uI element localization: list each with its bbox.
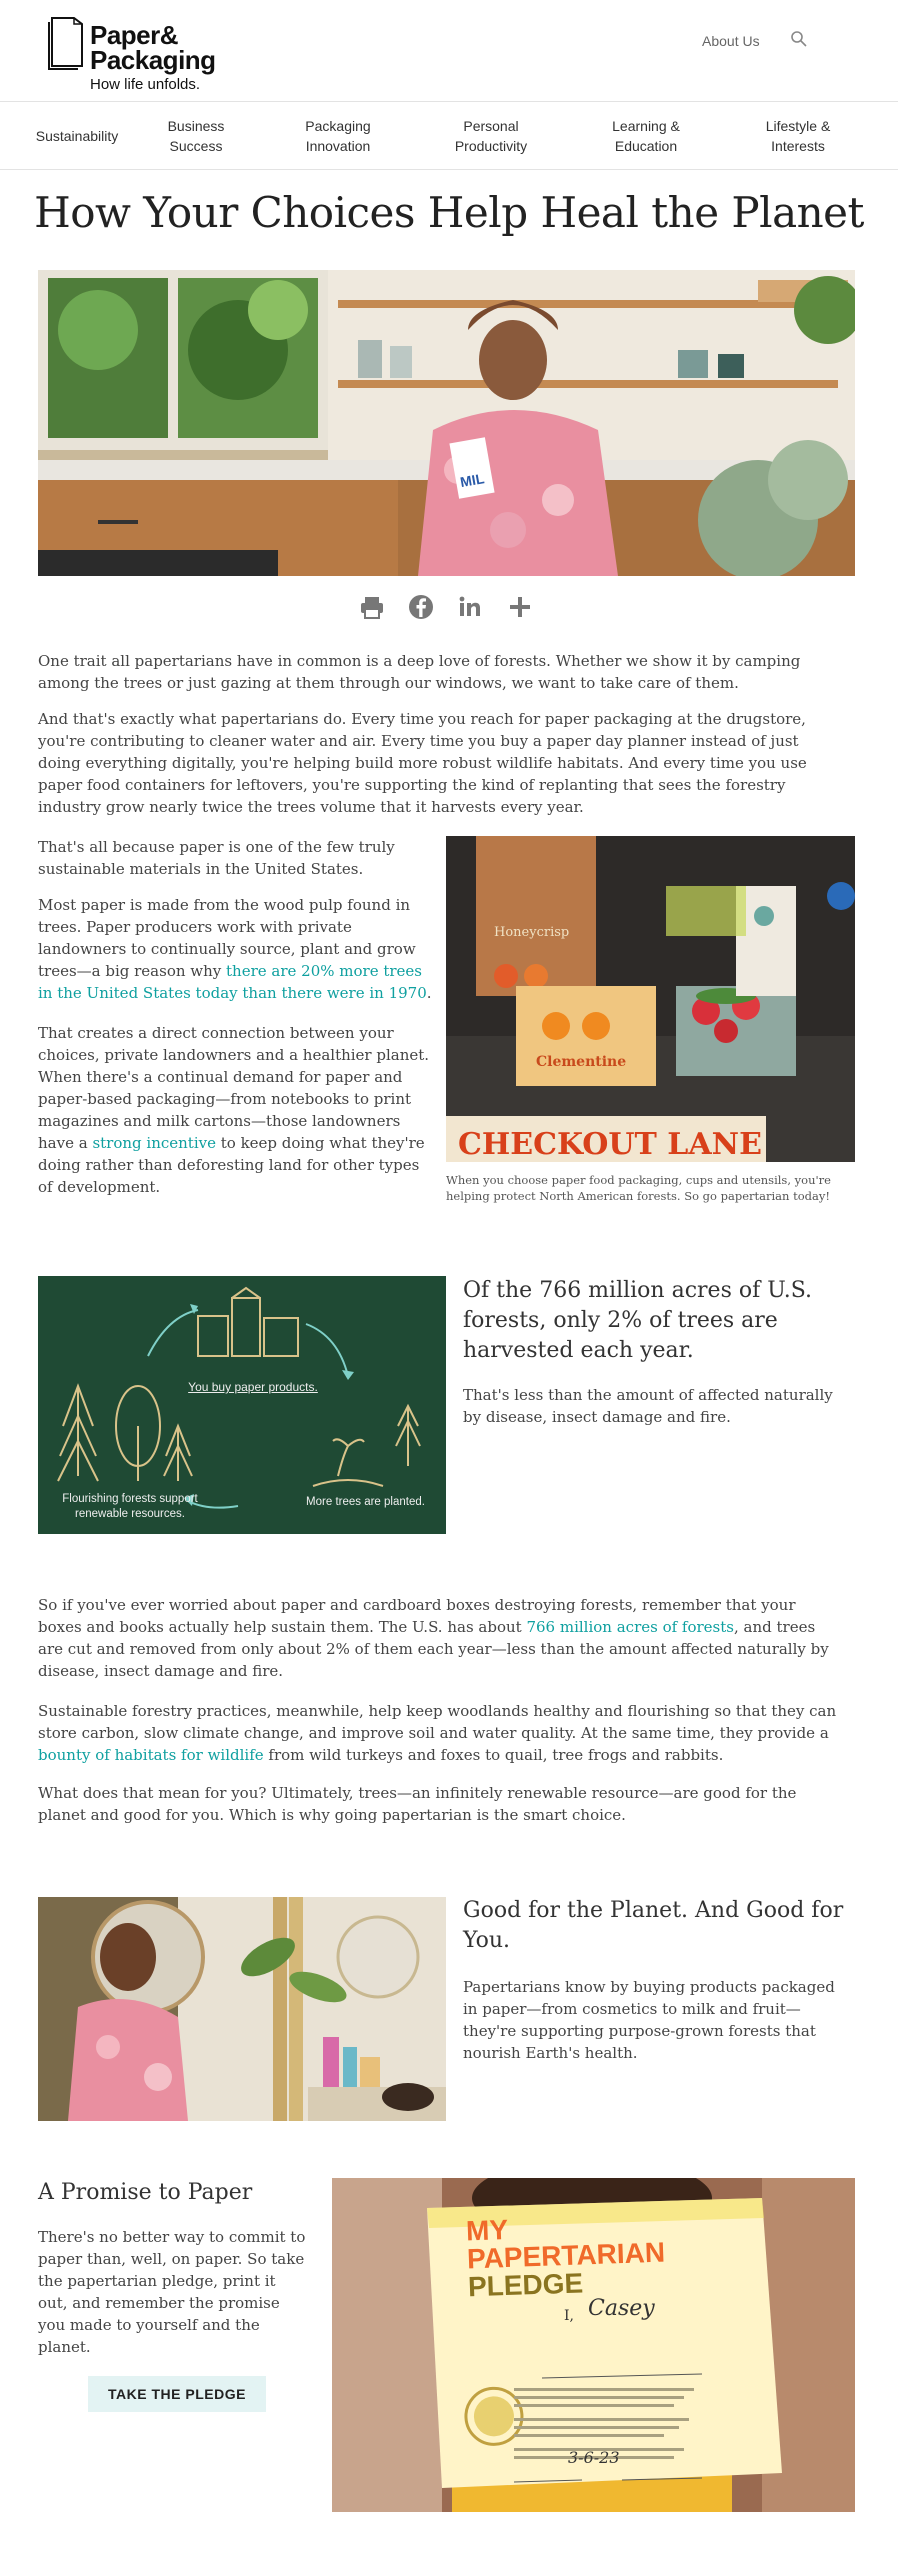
column-paragraph-1: That's all because paper is one of the few truly sustainable materials in the United States.	[38, 838, 395, 878]
infographic-left-label: Flourishing forests support renewable resources.	[62, 1493, 198, 1520]
promise-body: There's no better way to commit to paper than, well, on paper. So take the papertarian pledge, print it out, and remember the promise you made to yourself and the planet.	[38, 2228, 306, 2356]
pledge-card-title: MY PAPERTARIAN PLEDGE	[465, 2214, 666, 2303]
linkedin-icon[interactable]	[455, 592, 485, 622]
brand-tagline: How life unfolds.	[90, 76, 201, 93]
intro-paragraph-1: One trait all papertarians have in common is a deep love of forests. Whether we show it by camping among the trees or just gazing at them through our windows, we want to take care of them.	[38, 652, 801, 692]
site-header	[0, 0, 898, 102]
promise-heading: A Promise to Paper	[38, 2180, 253, 2205]
main-nav	[0, 102, 898, 170]
nav-item-personal-productivity[interactable]: Personal Productivity	[454, 118, 528, 154]
body-paragraph-3: What does that mean for you? Ultimately, trees—an infinitely renewable resource—are good for the planet and good for you. Which is why going papertarian is the smart choice.	[38, 1784, 797, 1824]
pledge-card-image	[332, 2178, 855, 2512]
brand-name-line2: Packaging	[90, 45, 216, 75]
nav-item-lifestyle-interests[interactable]: Lifestyle & Interests	[765, 118, 831, 154]
brand-logo[interactable]	[46, 14, 236, 94]
checkout-image-caption: When you choose paper food packaging, cups and utensils, you're helping protect North American forests. So go papertarian today!	[446, 1173, 831, 1203]
pledge-name-prefix: I,	[564, 2308, 574, 2324]
pledge-signed-name: Casey	[588, 2296, 655, 2321]
nav-item-business-success[interactable]: Business Success	[167, 118, 225, 154]
body-paragraph-2: Sustainable forestry practices, meanwhile, help keep woodlands healthy and flourishing so that they can store carbon, slow climate change, and improve soil and water quality. At the same time, they provide a bounty of habitats for wildlife from wild turkeys and foxes to quail, tree frogs and rabbits.	[38, 1702, 837, 1764]
brand-name-line1: Paper&	[90, 20, 179, 50]
stat-body: That's less than the amount of affected naturally by disease, insect damage and fire.	[463, 1386, 833, 1426]
produce-label-clementine: Clementine	[536, 1054, 627, 1070]
intro-paragraph-2: And that's exactly what papertarians do. Every time you reach for paper packaging at the drugstore, you're contributing to cleaner water and air. Every time you buy a paper day planner instead of just doing everything digitally, you're helping build more robust wildlife habitats. And every time you use paper food containers for leftovers, you're supporting the kind of replanting that sees the forestry industry grow nearly twice the trees volume that it harvests every year.	[38, 710, 807, 816]
column-paragraph-2: Most paper is made from the wood pulp found in trees. Paper producers work with private landowners to continually source, plant and grow trees—a big reason why there are 20% more trees in the United States today than there were in 1970.	[38, 896, 432, 1002]
forest-acres-link[interactable]: 766 million acres of forests	[526, 1618, 734, 1636]
hero-image-kitchen	[38, 270, 855, 576]
good-for-planet-body: Papertarians know by buying products packaged in paper—from cosmetics to milk and fruit—they're supporting purpose-grown forests that nourish Earth's health.	[463, 1978, 835, 2062]
wildlife-habitats-link[interactable]: bounty of habitats for wildlife	[38, 1746, 264, 1764]
print-icon[interactable]	[357, 592, 387, 622]
checkout-lane-sign: CHECKOUT LANE	[458, 1127, 762, 1162]
nav-item-sustainability[interactable]: Sustainability	[35, 128, 119, 144]
infographic-right-label: More trees are planted.	[306, 1496, 425, 1508]
forest-cycle-infographic	[38, 1276, 446, 1534]
page-title: How Your Choices Help Heal the Planet	[34, 188, 864, 237]
body-paragraph-1: So if you've ever worried about paper and cardboard boxes destroying forests, remember that your boxes and books actually help sustain them. The U.S. has about 766 million acres of forests, and trees are cut and removed from only about 2% of them each year—less than the amount affected naturally by disease, insect damage and fire.	[38, 1596, 829, 1680]
trees-statistic-link[interactable]: there are 20% more trees in the United States today than there were in 1970	[38, 962, 427, 1002]
strong-incentive-link[interactable]: strong incentive	[92, 1134, 216, 1152]
paper-stack-icon	[46, 14, 86, 70]
facebook-icon[interactable]	[406, 592, 436, 622]
pledge-date: 3-6-23	[568, 2448, 620, 2467]
stat-heading: Of the 766 million acres of U.S. forests, only 2% of trees are harvested each year.	[463, 1278, 813, 1363]
produce-label-honeycrisp: Honeycrisp	[494, 925, 570, 940]
checkout-lane-image	[446, 836, 855, 1162]
search-icon[interactable]	[790, 30, 808, 48]
good-for-planet-heading: Good for the Planet. And Good for You.	[463, 1898, 844, 1953]
nav-item-packaging-innovation[interactable]: Packaging Innovation	[305, 118, 371, 154]
svg-text:MIL: MIL	[458, 470, 486, 491]
infographic-center-label: You buy paper products.	[188, 1380, 318, 1394]
nav-item-learning-education[interactable]: Learning & Education	[612, 118, 680, 154]
take-the-pledge-button[interactable]: TAKE THE PLEDGE	[88, 2376, 266, 2412]
about-us-link[interactable]: About Us	[702, 33, 760, 49]
woman-mirror-image	[38, 1897, 446, 2121]
plus-icon[interactable]	[505, 592, 535, 622]
column-paragraph-3: That creates a direct connection between your choices, private landowners and a healthier planet. When there's a continual demand for paper and paper-based packaging—from notebooks to print magazines and milk cartons—those landowners have a strong incentive to keep doing what they're doing rather than deforesting land for other types of development.	[38, 1024, 430, 1196]
